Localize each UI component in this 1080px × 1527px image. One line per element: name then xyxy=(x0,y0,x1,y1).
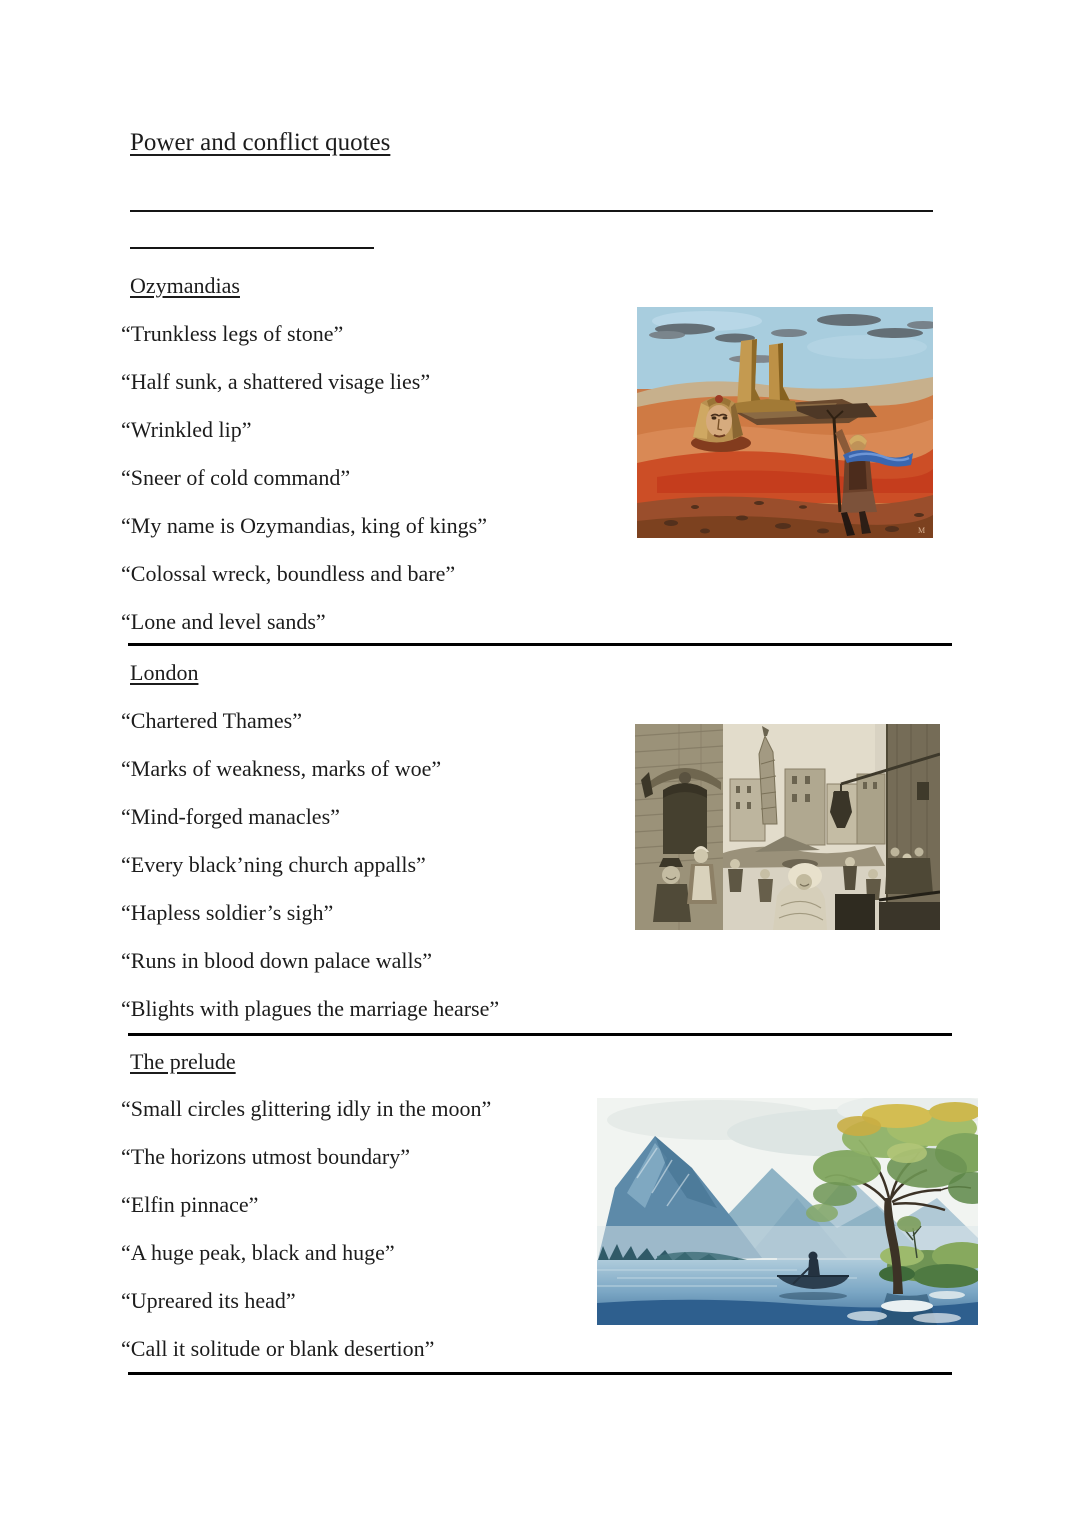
prelude-image xyxy=(597,1098,978,1325)
quote: “Blights with plagues the marriage hearse” xyxy=(121,996,500,1021)
quote: “Runs in blood down palace walls” xyxy=(121,948,432,973)
quote: “The horizons utmost boundary” xyxy=(121,1144,410,1169)
quote: “Hapless soldier’s sigh” xyxy=(121,900,334,925)
ozymandias-quotes xyxy=(121,320,660,656)
quote: “A huge peak, black and huge” xyxy=(121,1240,395,1265)
quote: “Every black’ning church appalls” xyxy=(121,852,426,877)
quote: “Elfin pinnace” xyxy=(121,1192,259,1217)
quote: “Half sunk, a shattered visage lies” xyxy=(121,369,431,394)
quote: “Lone and level sands” xyxy=(121,609,326,634)
quote: “Small circles glittering idly in the moon” xyxy=(121,1096,492,1121)
section-divider xyxy=(128,1372,952,1375)
quote: “Call it solitude or blank desertion” xyxy=(121,1336,435,1361)
section-heading-prelude: The prelude xyxy=(130,1049,236,1074)
quote: “Sneer of cold command” xyxy=(121,465,351,490)
quote: “Mind-forged manacles” xyxy=(121,804,340,829)
quote: “Marks of weakness, marks of woe” xyxy=(121,756,442,781)
section-heading-ozymandias: Ozymandias xyxy=(130,273,240,298)
section-heading-london: London xyxy=(130,660,199,685)
ozymandias-image xyxy=(637,307,933,538)
quote: “Trunkless legs of stone” xyxy=(121,321,344,346)
prelude-quotes xyxy=(121,1095,660,1383)
blank-write-line-short xyxy=(130,247,374,249)
london-engraving xyxy=(635,724,940,930)
quote: “Chartered Thames” xyxy=(121,708,303,733)
quote: “Upreared its head” xyxy=(121,1288,296,1313)
quote: “Wrinkled lip” xyxy=(121,417,252,442)
svg-text:M: M xyxy=(918,526,926,535)
quote: “Colossal wreck, boundless and bare” xyxy=(121,561,456,586)
section-divider xyxy=(128,643,952,646)
page-title: Power and conflict quotes xyxy=(130,129,391,156)
section-divider xyxy=(128,1033,952,1036)
london-quotes xyxy=(121,707,660,1043)
quote: “My name is Ozymandias, king of kings” xyxy=(121,513,487,538)
blank-write-line-long xyxy=(130,210,933,212)
prelude-watercolour xyxy=(597,1098,978,1325)
ozymandias-painting xyxy=(637,307,933,538)
london-image xyxy=(635,724,940,930)
